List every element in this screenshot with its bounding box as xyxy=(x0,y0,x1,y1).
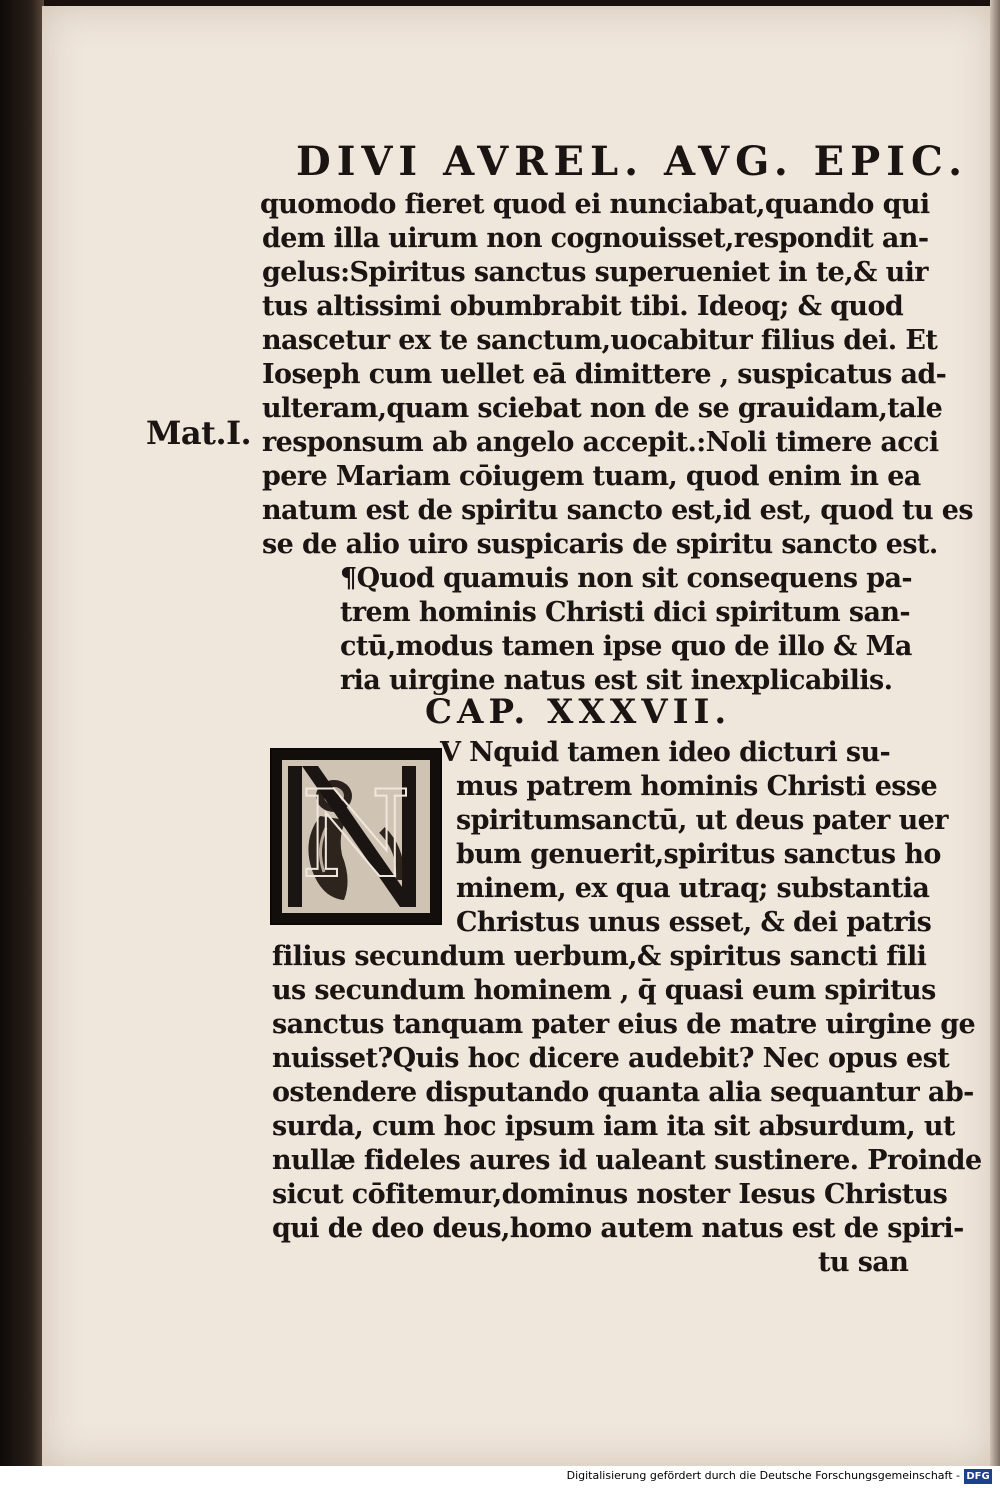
text-line: ulteram,quam sciebat non de se grauidam,tale xyxy=(262,393,943,424)
text-line: gelus:Spiritus sanctus superueniet in te,& uir xyxy=(262,257,928,288)
text-line: Christus unus esset, & dei patris xyxy=(456,907,932,938)
text-line: nascetur ex te sanctum,uocabitur filius dei. Et xyxy=(262,325,938,356)
running-head: DIVI AVREL. AVG. EPIC. xyxy=(296,138,969,185)
text-line: us secundum hominem , q̄ quasi eum spiritus xyxy=(272,975,936,1006)
text-line: Ioseph cum uellet eā dimittere , suspicatus ad- xyxy=(262,359,947,390)
text-line: pere Mariam cōiugem tuam, quod enim in ea xyxy=(262,461,921,492)
summary-line: ¶Quod quamuis non sit consequens pa- xyxy=(340,563,913,594)
catchword: tu san xyxy=(818,1247,909,1278)
summary-line: ctū,modus tamen ipse quo de illo & Ma xyxy=(340,631,912,662)
text-line: surda, cum hoc ipsum iam ita sit absurdum, ut xyxy=(272,1111,955,1142)
footer-credit: Digitalisierung gefördert durch die Deutsche Forschungsgemeinschaft - xyxy=(566,1469,960,1482)
text-line: V Nquid tamen ideo dicturi su- xyxy=(440,737,891,768)
initial-letter: N xyxy=(301,764,411,905)
decorated-initial xyxy=(270,748,442,925)
text-line: ostendere disputando quanta alia sequantur ab- xyxy=(272,1077,974,1108)
text-line: mus patrem hominis Christi esse xyxy=(456,771,938,802)
text-line: filius secundum uerbum,& spiritus sancti fili xyxy=(272,941,927,972)
text-line: tus altissimi obumbrabit tibi. Ideoq; & quod xyxy=(262,291,904,322)
text-line: spiritumsanctū, ut deus pater uer xyxy=(456,805,948,836)
text-line: sicut cōfitemur,dominus noster Iesus Christus xyxy=(272,1179,948,1210)
text-line: dem illa uirum non cognouisset,respondit an- xyxy=(262,223,929,254)
text-line: bum genuerit,spiritus sanctus ho xyxy=(456,839,941,870)
text-line: nuisset?Quis hoc dicere audebit? Nec opus est xyxy=(272,1043,950,1074)
summary-line: trem hominis Christi dici spiritum san- xyxy=(340,597,910,628)
book-spine-shadow xyxy=(0,0,44,1466)
page-edge xyxy=(990,0,1000,1466)
margin-note: Mat.I. xyxy=(146,414,252,452)
text-line: minem, ex qua utraq; substantia xyxy=(456,873,930,904)
text-line: responsum ab angelo accepit.:Noli timere acci xyxy=(262,427,939,458)
chapter-heading: CAP. XXXVII. xyxy=(425,692,732,732)
text-line: qui de deo deus,homo autem natus est de spiri- xyxy=(272,1213,964,1244)
initial-woodcut xyxy=(282,760,430,913)
text-line: natum est de spiritu sancto est,id est, quod tu es xyxy=(262,495,973,526)
dfg-logo-icon: DFG xyxy=(964,1469,992,1484)
footer-bar xyxy=(0,1466,1000,1488)
text-line: sanctus tanquam pater eius de matre uirgine ge xyxy=(272,1009,976,1040)
summary-line: ria uirgine natus est sit inexplicabilis. xyxy=(340,665,893,696)
text-line: nullæ fideles aures id ualeant sustinere. Proinde xyxy=(272,1145,982,1176)
text-line: quomodo fieret quod ei nunciabat,quando qui xyxy=(260,189,930,220)
text-line: se de alio uiro suspicaris de spiritu sancto est. xyxy=(262,529,938,560)
